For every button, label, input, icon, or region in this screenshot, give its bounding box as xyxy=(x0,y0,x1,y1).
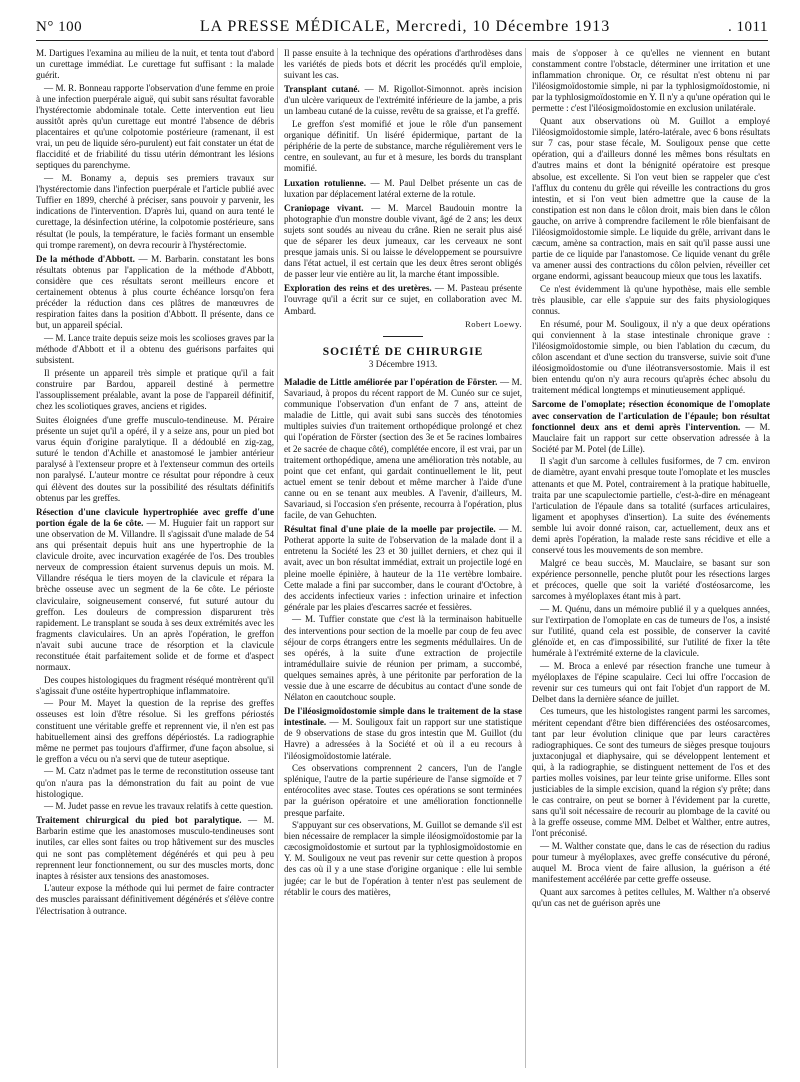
column-divider xyxy=(525,48,526,1068)
article-paragraph: M. Dartigues l'examina au milieu de la nuit, et tenta tout d'abord un curettage immédiat. Le curettage fut suffisant : la malade guérit. xyxy=(36,48,274,81)
article-paragraph: En résumé, pour M. Souligoux, il n'y a que deux opérations qui conviennent à la stase intestinale chronique grave : l'iléosigmoïdostomie simple, ou bien l'ablation du cæcum, du côlon ascendant et d'une section du transverse, suivie soit d'une iléosigmoïdostomie ou d'une iléotransversostomie. Mais il est bien entendu qu'on n'y aura recours qu'après échec absolu du traitement médical longtemps et minutieusement appliqué. xyxy=(532,318,770,396)
article-paragraph: Quant aux observations où M. Guillot a employé l'iléosigmoïdostomie simple, latéro-latérale, avec 6 bons résultats sur 7 cas, pour stase fécale, M. Souligoux pense que cette opération, qui a d'ailleurs donné les mêmes bons résultats en d'autres mains et dont la bénignité opératoire est presque absolue, est excellente. Si l'on veut bien se rappeler que c'est l'afflux du contenu du grêle qui réveille les contractions du gros intestin, et si l'on veut bien admettre que la cause de la constipation est non dans le côlon droit, mais bien dans le côlon gauche, on arrive à comprendre facilement le rôle bienfaisant de l'iléosigmoïdostomie simple. Le liquide du grêle, arrivant dans le cæcum, amène sa contraction, mais en sait qu'il passe aussi une partie de ce liquide par l'anastomose. Ce liquide venant du grêle va amener aussi des contractions du côlon pelvien, réveiller cet organe endormi, agissant beaucoup mieux que tous les laxatifs. xyxy=(532,116,770,282)
article-paragraph-titled: Résection d'une clavicule hypertrophiée avec greffe d'une portion égale de la 6e côte. — M. Huguier fait un rapport sur une observation de M. Villandre. Il s'agissait d'une malade de 54 ans qui présentait depuis huit ans une hypertrophie de la clavicule droite, avec incurvation exagérée de l'os. Des troubles nerveux de compression étaient survenus depuis un mois. M. Villandre réséqua le tiers moyen de la clavicule et répara la brèche osseuse avec un segment de la 6e côte. Le périoste claviculaire, soigneusement conservé, fut suturé autour du greffon. Les douleurs de compression disparurent très rapidement. Le transplant se souda à ses deux extrémités avec les fragments claviculaires. Un an après l'opération, le greffon n'avait subi aucune trace de résorption et la clavicule reconstituée était parfaitement solide et de forme et d'aspect normaux. xyxy=(36,506,274,673)
article-paragraph: — M. Bonamy a, depuis ses premiers travaux sur l'hystérectomie dans l'infection puerpérale et l'article publié avec Tuffier en 1899, cherché à préciser, sans pouvoir y parvenir, les indications de l'intervention. D'après lui, quand on aura tenté le curettage, la désinfection utérine, la colpotomie postérieure, sans résultat (le pouls, la température, le faciès formant un ensemble qui trompe rarement), on devra recourir à l'hystérectomie. xyxy=(36,173,274,250)
article-paragraph-titled: Suites éloignées d'une greffe musculo-tendineuse. M. Péraire présente un sujet qu'il a opéré, il y a seize ans, pour un pied bot varus équin d'origine paralytique. Il a dédoublé en zig-zag, suturé le tendon d'Achille et anastomosé le jambier antérieur paralysé à l'extenseur propre et à l'extenseur commun des orteils non paralysé. L'auteur montre ce résultat pour répondre à ceux qui élèvent des doutes sur la possibilité des résultats définitifs obtenus par les greffes. xyxy=(36,415,274,503)
article-paragraph: Ces tumeurs, que les histologistes rangent parmi les sarcomes, méritent cependant d'être bien différenciées des ostéosarcomes, tant par leur évolution clinique que par leurs caractères radiographiques. Ce sont des tumeurs de sièges presque toujours juxtaconjugal et diaphysaire, qui se développent lentement et qui, à la radiographie, se distinguent nettement de l'os et des parties molles voisines, par leur teinte grise uniforme. Elles sont justiciables de la simple excision, quand la région s'y prête; dans le cas contraire, on peut se borner à l'évidement par la curette, sans qu'il soit nécessaire de recourir au plombage de la cavité ou à la greffe osseuse, comme MM. Delbet et Walther, entre autres, l'ont préconisé. xyxy=(532,706,770,839)
article-paragraph-titled: Luxation rotulienne. — M. Paul Delbet présente un cas de luxation par déplacement latéral externe de la rotule. xyxy=(284,177,522,199)
column-3 xyxy=(532,48,770,1068)
article-paragraph: Ces observations comprennent 2 cancers, l'un de l'angle splénique, l'autre de la partie supérieure de l'anse sigmoïde et 7 entérocolites avec stase. Toutes ces opérations se sont terminées par la guérison opératoire et une amélioration fonctionnelle presque parfaite. xyxy=(284,763,522,818)
column-2 xyxy=(284,48,522,1068)
article-paragraph: Malgré ce beau succès, M. Mauclaire, se basant sur son expérience personnelle, penche plutôt pour les résections larges et précoces, quelle que soit la variété d'ostéosarcome, les sarcomes à myéloplaxes étant mis à part. xyxy=(532,557,770,601)
article-paragraph: — M. Lance traite depuis seize mois les scolioses graves par la méthode d'Abbott et il a obtenu des guérisons parfaites qui subsistent. xyxy=(36,332,274,366)
article-paragraph: L'auteur expose la méthode qui lui permet de faire contracter des muscles paraissant définitivement dégénérés et s'élève contre l'électrisation à outrance. xyxy=(36,883,274,916)
article-paragraph-titled: Sarcome de l'omoplate; résection économique de l'omoplate avec conservation de l'articulation de l'épaule; bon résultat fonctionnel deux ans et demi après l'intervention. — M. Mauclaire fait un rapport sur cette observation adressée à la Société par M. Potel (de Lille). xyxy=(532,399,770,454)
page-header xyxy=(36,14,768,41)
article-paragraph: S'appuyant sur ces observations, M. Guillot se demande s'il est bien nécessaire de remplacer la simple iléosigmoïdostomie par la cæcosigmoïdostomie et surtout par la typhlosigmoïdostomie en Y. M. Souligoux ne veut pas revenir sur cette question à propos des cas où il y a une stase d'origine organique : elle lui semble jugée; car le but de l'opération à tenter n'est pas seulement de rétablir le cours des matières, xyxy=(284,820,522,897)
article-paragraph: Il passe ensuite à la technique des opérations d'arthrodèses dans les variétés de pieds bots et décrit les procédés qu'il emploie, suivant les cas. xyxy=(284,48,522,81)
article-paragraph-titled: Résultat final d'une plaie de la moelle par projectile. — M. Potherat apporte la suite de l'observation de la malade dont il a entretenu la Société les 23 et 30 juillet derniers, et chez qui il avait, avec un bon résultat immédiat, extrait un projectile logé en pleine moelle épinière, à hauteur de la 11e vertèbre lombaire. Cette malade a fini par succomber, dans le courant d'Octobre, à des accidents infectieux varies : infection urinaire et infection générale par les plaies d'escarres sacrée et fessières. xyxy=(284,524,522,612)
article-paragraph: Quant aux sarcomes à petites cellules, M. Walther n'a observé qu'un cas net de guérison après une xyxy=(532,886,770,909)
article-paragraph: Il s'agit d'un sarcome à cellules fusiformes, de 7 cm. environ de diamètre, ayant envahi presque toute l'omoplate et les muscles attenants et que M. Potel, contrairement à la pratique habituelle, traita par une scapulectomie partielle, c'est-à-dire en ménageant l'articulation de l'épaule dans sa totalité (surfaces articulaires, ligament et apophyses d'insertion). La suite des événements semble lui avoir donné raison, car, actuellement, deux ans et demi après l'opération, la malade reste sans récidive et elle a conservé tous les mouvements de son membre. xyxy=(532,456,770,556)
article-paragraph: — M. Quénu, dans un mémoire publié il y a quelques années, sur l'extirpation de l'omoplate en cas de tumeurs de l'os, a insisté sur l'utilité, quand cela est possible, de conserver la cavité glénoïde et, en cas d'impossibilité, sur l'utilité de fixer la tête humérale à l'extrémité externe de la clavicule. xyxy=(532,603,770,658)
article-paragraph: — M. Walther constate que, dans le cas de résection du radius pour tumeur à myéloplaxes, avec greffe consécutive du péroné, auquel M. Broca vient de faire allusion, la guérison a été manifestement accélérée par cette greffe osseuse. xyxy=(532,841,770,885)
article-paragraph-titled: Transplant cutané. — M. Rigollot-Simonnot. après incision d'un ulcère variqueux de l'extrémité inférieure de la jambe, a pris un lambeau cutané de la cuisse, revêtu de sa graisse, et l'a greffé. xyxy=(284,84,522,117)
article-paragraph: — M. Broca a enlevé par résection franche une tumeur à myéloplaxes de l'épine scapulaire. Ceci lui offre l'occasion de revenir sur ces tumeurs qui ont fait l'objet d'un rapport de M. Delbet dans la dernière séance de juillet. xyxy=(532,660,770,704)
article-paragraph: Ce n'est évidemment là qu'une hypothèse, mais elle semble très plausible, car elle s'appuie sur des faits physiologiques connus. xyxy=(532,283,770,317)
article-paragraph: Il présente un appareil très simple et pratique qu'il a fait construire par Bardou, appareil destiné à permettre l'assouplissement préalable, avant la pose de l'appareil définitif, chez les scoliotiques graves, anciens et rigides. xyxy=(36,367,274,411)
journal-title: LA PRESSE MÉDICALE, Mercredi, 10 Décembre 1913 xyxy=(199,18,611,35)
page-number: . 1011 xyxy=(728,18,768,35)
article-paragraph: Le greffon s'est momifié et joue le rôle d'un pansement organique définitif. Un liséré épidermique, partant de la périphérie de la perte de substance, marche régulièrement vers le centre, en soulevant, au fur et à mesure, les bords du transplant momifié. xyxy=(284,119,522,174)
section-rule xyxy=(383,336,423,337)
article-paragraph-titled: De la méthode d'Abbott. — M. Barbarin. constatant les bons résultats obtenus par l'application de la méthode d'Abbott, considère que ces résultats seront meilleurs encore et certainement obtenus à plus courte échéance lorsqu'on fera précéder la réduction dans ces plâtres de manœuvres de respiration faites dans la position d'Abbott. Il présente, dans ce but, un appareil spécial. xyxy=(36,253,274,331)
article-paragraph-titled: De l'iléosigmoïdostomie simple dans le traitement de la stase intestinale. — M. Souligoux fait un rapport sur une statistique de 9 observations de stase du gros intestin que M. Guillot (du Havre) a adressées à la Société et où il a eu recours à l'iléosigmoïdostomie latérale. xyxy=(284,706,522,761)
issue-number: N° 100 xyxy=(36,18,83,35)
column-divider xyxy=(277,48,278,1068)
article-paragraph-titled: Traitement chirurgical du pied bot paralytique. — M. Barbarin estime que les anastomoses musculo-tendineuses sont inutiles, car elles sont faites ou trop hâtivement sur des muscles qui ne sont pas complètement dégénérés et qui peu à peu reprennent leur fonctionnement, ou sur des muscles morts, donc inaptes à résister aux tensions des anastomoses. xyxy=(36,815,274,881)
article-paragraph: Des coupes histologiques du fragment réséqué montrèrent qu'il s'agissait d'une ostéite hypertrophique inflammatoire. xyxy=(36,674,274,696)
article-paragraph: — Pour M. Mayet la question de la reprise des greffes osseuses est loin d'être résolue. Si les greffons périostés constituent une véritable greffe et reprennent vie, il n'en est pas habituellement ainsi des greffons dépériostés. La radiographie même ne permet pas toujours d'affirmer, d'une façon absolue, si le greffon a vécu ou n'a servi que de tuteur aseptique. xyxy=(36,698,274,764)
section-date: 3 Décembre 1913. xyxy=(368,359,438,370)
section-title: SOCIÉTÉ DE CHIRURGIE xyxy=(322,345,484,358)
article-paragraph-titled: Maladie de Little améliorée par l'opération de Förster. — M. Savariaud, à propos du récent rapport de M. Cunéo sur ce sujet, communique l'observation d'un enfant de 7 ans, atteint de maladie de Little, qui avait subi sans succès des ténotomies multiples suivies d'un traitement orthopédique prolongé et chez qui l'opération de Förster (section des 3e et 5e racines lombaires et 2e sacrée de chaque côté), complétée encore, il est vrai, par un traitement orthopédique, amena une amélioration très notable, au point que cet enfant, qui gardait continuellement le lit, peut actuel ement se tenir debout et même marcher à l'aide d'une canne ou en se tenant aux meubles. A l'avenir, d'ailleurs, M. Savariaud, si l'occasion s'en présente, recourra à l'opération, plus facile, de van Gehuchten. xyxy=(284,376,522,521)
article-paragraph: — M. R. Bonneau rapporte l'observation d'une femme en proie à une infection puerpérale aiguë, qui subit sans résultat favorable l'hystérectomie abdominale totale. Cette intervention eut lieu aussitôt après qu'un curettage eut montré l'absence de débris placentaires et qu'une colpotomie postérieure (ramenant, il est vrai, un peu de liquide séro-purulent) eut fait constater un état de flaccidité et de friabilité du tissu utérin démontrant les lésions septiques du parenchyme. xyxy=(36,82,274,171)
column-1 xyxy=(36,48,274,1068)
article-paragraph-titled: Craniopage vivant. — M. Marcel Baudouin montre la photographie d'un monstre double vivant, âgé de 2 ans; les deux sujets sont soudés au niveau du crâne. Rien ne serait plus aisé que de séparer les deux jumeaux, car les cerveaux ne sont presque jamais unis. Si ou laisse le développement se poursuivre dans l'état actuel, il est certain que les deux êtres seront obligés de passer leur vie entière au lit, la marche étant impossible. xyxy=(284,202,522,280)
article-paragraph: — M. Tuffier constate que c'est là la terminaison habituelle des interventions pour section de la moelle par coup de feu avec séjour de corps étrangers entre les segments médullaires. Un de ses opérés, à la suite d'une extraction de projectile intramédullaire suivie de réunion per primam, a succombé, quelques semaines après, à une péritonite par perforation de la vessie due à une escarre de décubitus au contact d'une sonde de Nélaton en caoutchouc souple. xyxy=(284,614,522,703)
article-paragraph: — M. Catz n'admet pas le terme de reconstitution osseuse tant qu'on n'aura pas la démonstration du fait au point de vue histologique. xyxy=(36,766,274,799)
article-paragraph: — M. Judet passe en revue les travaux relatifs à cette question. xyxy=(44,801,274,812)
article-paragraph: mais de s'opposer à ce qu'elles ne viennent en butant constamment contre l'obstacle, déterminer une irritation et une inflammation chronique. Or, ce résultat n'est obtenu ni par l'iléosigmoïdostomie simple, ni par la typhlosigmoïdostomie, ni par la typhlosigmoïdostomie en Y. Il n'y a qu'une opération qui le permette : c'est l'iléosigmoïdostomie en exclusion unilatérale. xyxy=(532,48,770,114)
article-paragraph-titled: Exploration des reins et des uretères. — M. Pasteau présente l'ouvrage qu'il a écrit sur ce sujet, en collaboration avec M. Ambard. xyxy=(284,283,522,316)
author-signature: Robert Loewy. xyxy=(465,318,522,329)
